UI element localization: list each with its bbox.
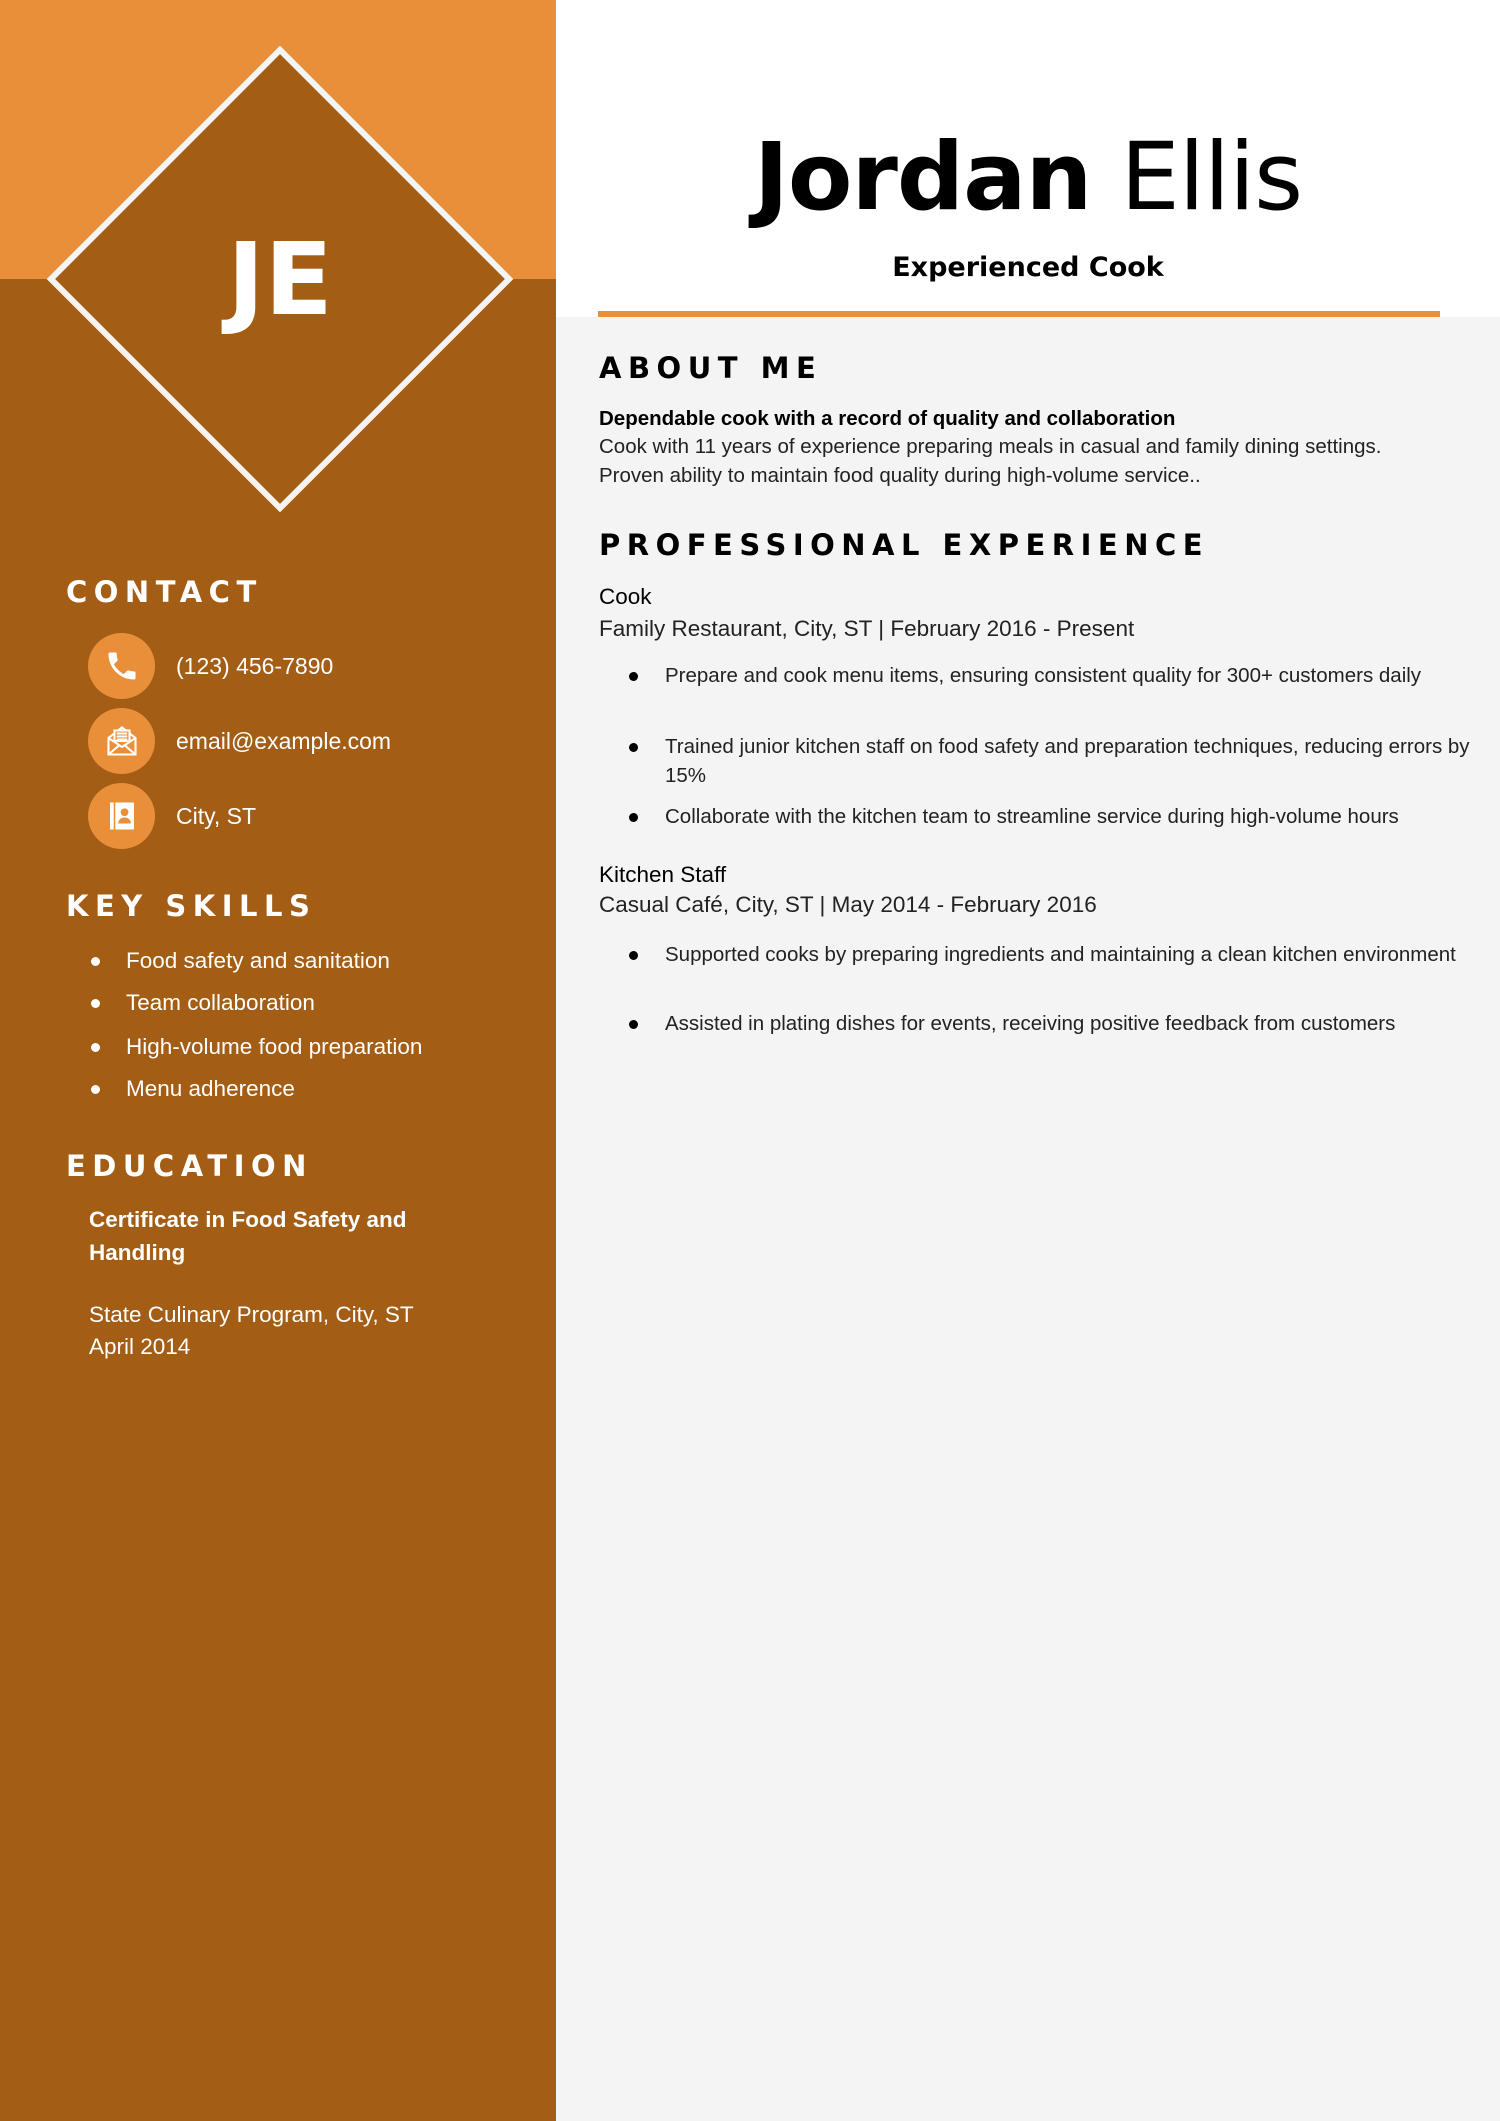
monogram: JE: [227, 221, 333, 338]
location-text: City, ST: [176, 803, 257, 829]
bullet-icon: [629, 1020, 638, 1029]
last-name: Ellis: [1120, 123, 1303, 232]
address-book-icon: [88, 783, 155, 849]
candidate-name: [556, 118, 1500, 238]
envelope-icon: [88, 708, 155, 774]
contact-phone: [88, 633, 528, 699]
bullet-icon: [629, 672, 638, 681]
job-1-title: Cook: [599, 584, 652, 609]
about-headline: Dependable cook with a record of quality and collaboration: [599, 407, 1176, 430]
job-title-headline: Experienced Cook: [892, 252, 1164, 283]
education-school: State Culinary Program, City, ST: [89, 1302, 414, 1327]
job-2-meta: Casual Café, City, ST | May 2014 - February 2016: [599, 892, 1097, 917]
sidebar: JE CONTACT (123) 456-7890 email@example.com City, ST KEY SKILLS Food safety and sanitation Team collaboration High-volume food preparation Menu adherence EDUCATION Certificate in Food Safety and Handling State Culinary Program, City, ST April 2014: [0, 0, 556, 2121]
education-degree: Certificate in Food Safety and: [89, 1207, 407, 1232]
job-1-meta: Family Restaurant, City, ST | February 2016 - Present: [599, 616, 1135, 641]
email-text[interactable]: email@example.com: [176, 728, 392, 754]
bullet-icon: [629, 951, 638, 960]
bullet-icon: [629, 813, 638, 822]
education-date: April 2014: [89, 1334, 191, 1359]
about-line-1: Cook with 11 years of experience preparing meals in casual and family dining settings.: [599, 435, 1382, 458]
job-2-title: Kitchen Staff: [599, 862, 727, 887]
bullet-icon: [91, 999, 100, 1008]
contact-heading: CONTACT: [66, 575, 263, 609]
header-divider: [598, 311, 1440, 317]
phone-text[interactable]: (123) 456-7890: [176, 653, 334, 679]
bullet-icon: [629, 743, 638, 752]
phone-icon: [88, 633, 155, 699]
education-heading: EDUCATION: [66, 1149, 313, 1183]
bullet-icon: [91, 957, 100, 966]
experience-heading: PROFESSIONAL EXPERIENCE: [599, 528, 1210, 562]
about-heading: ABOUT ME: [599, 351, 823, 385]
bullet-icon: [91, 1085, 100, 1094]
contact-location: [88, 783, 528, 849]
first-name: Jordan: [753, 123, 1092, 232]
contact-email: [88, 708, 528, 774]
bullet-icon: [91, 1043, 100, 1052]
about-line-2: Proven ability to maintain food quality during high-volume service..: [599, 464, 1201, 487]
skills-heading: KEY SKILLS: [66, 889, 317, 923]
education-degree-cont: Handling: [89, 1240, 186, 1265]
